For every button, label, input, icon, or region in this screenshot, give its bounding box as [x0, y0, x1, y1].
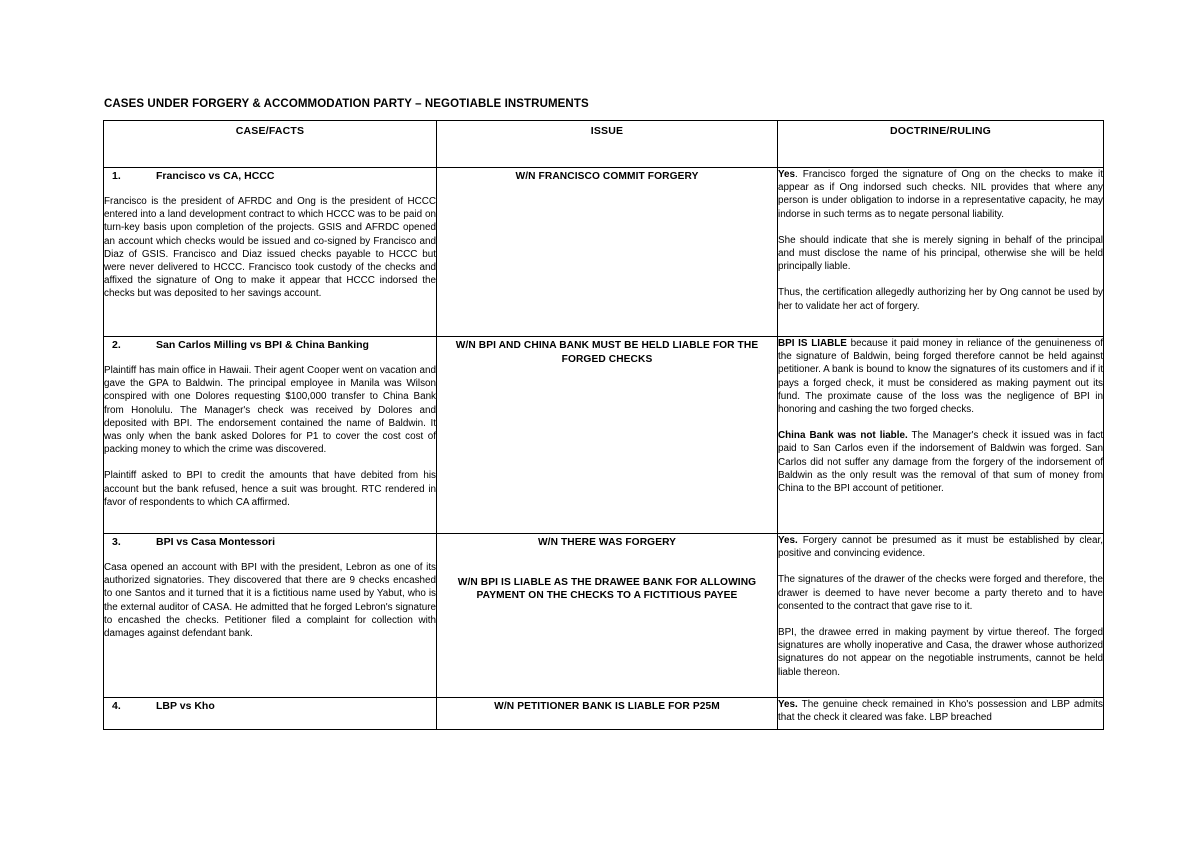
- case-name: San Carlos Milling vs BPI & China Banking: [156, 339, 369, 351]
- doctrine-text: . Francisco forged the signature of Ong on the checks to make it appear as if Ong indorsed such checks. NIL provides that where any person is under obligation to indorse in a representative capacity, he may indorse in such terms as to negate personal liability.: [778, 169, 1103, 220]
- column-header-label: ISSUE: [590, 125, 624, 137]
- case-facts-body: [104, 195, 436, 301]
- doctrine-body: [778, 534, 1103, 679]
- page-title: CASES UNDER FORGERY & ACCOMMODATION PARTY – NEGOTIABLE INSTRUMENTS: [104, 98, 589, 110]
- table-row: [104, 337, 1104, 534]
- doctrine-cell: [778, 698, 1104, 730]
- issue-text: W/N BPI IS LIABLE AS THE DRAWEE BANK FOR ALLOWING PAYMENT ON THE CHECKS TO A FICTITIOUS PAYEE: [457, 576, 757, 602]
- doctrine-text: because it paid money in reliance of the genuineness of the signature of Baldwin, being forged therefore cannot be held against petitioner. A bank is bound to know the signatures of its customers and if it pays a forged check, it must be considered as making payment out its fund. The proximate cause of the loss was the negligence of BPI in honoring and cashing the two forged checks.: [778, 338, 1103, 416]
- case-number: 4.: [112, 700, 121, 712]
- cases-table: [103, 120, 1104, 730]
- doctrine-paragraph: [778, 286, 1103, 312]
- doctrine-paragraph: [778, 534, 1103, 560]
- doctrine-paragraph: [778, 626, 1103, 679]
- doctrine-text: BPI, the drawee erred in making payment by virtue thereof. The forged signatures are wholly inoperative and Casa, the drawer whose authorized signatures do not appear on the negotiable instruments, cannot be held liable thereon.: [778, 627, 1103, 678]
- case-facts-cell: [104, 168, 437, 337]
- doctrine-text: She should indicate that she is merely signing in behalf of the principal and must disclose the name of his principal, otherwise she will be held principally liable.: [778, 234, 1103, 273]
- case-title: [112, 170, 436, 182]
- issue-cell: [437, 534, 778, 698]
- doctrine-paragraph: [778, 429, 1103, 495]
- issue-text: W/N BPI AND CHINA BANK MUST BE HELD LIABLE FOR THE FORGED CHECKS: [455, 340, 759, 365]
- case-facts-body: [104, 364, 436, 509]
- column-header-issue: [437, 121, 778, 168]
- doctrine-text: The signatures of the drawer of the checks were forged and therefore, the drawer is deemed to have never become a party thereto and to have consented to the contract that gave rise to it.: [778, 574, 1103, 612]
- column-header-case-facts: [104, 121, 437, 168]
- issue-text: W/N PETITIONER BANK IS LIABLE FOR P25M: [494, 701, 720, 712]
- case-facts-cell: [104, 337, 437, 534]
- column-header-doctrine-ruling: [778, 121, 1104, 168]
- issue-cell: [437, 168, 778, 337]
- doctrine-text: Thus, the certification allegedly authorizing her by Ong cannot be used by her to validate her act of forgery.: [778, 287, 1103, 312]
- issue-text: W/N FRANCISCO COMMIT FORGERY: [515, 171, 699, 182]
- doctrine-paragraph: [778, 573, 1103, 613]
- issue-text: W/N THERE WAS FORGERY: [537, 537, 677, 548]
- doctrine-cell: [778, 534, 1104, 698]
- doctrine-lead: China Bank was not liable.: [778, 430, 908, 442]
- table-row: [104, 534, 1104, 698]
- doctrine-text: The genuine check remained in Kho's possession and LBP admits that the check it cleared was fake. LBP breached: [778, 699, 1103, 724]
- issue-cell: [437, 337, 778, 534]
- issue-cell: [437, 698, 778, 730]
- case-number: 2.: [112, 339, 121, 351]
- doctrine-paragraph: [778, 234, 1103, 274]
- cases-table-body: [104, 168, 1104, 730]
- column-header-label: DOCTRINE/RULING: [890, 125, 991, 137]
- doctrine-body: [778, 168, 1103, 313]
- doctrine-body: [778, 698, 1103, 724]
- case-title: [112, 339, 436, 351]
- case-facts-cell: [104, 698, 437, 730]
- doctrine-lead: Yes: [778, 169, 796, 180]
- table-header-row: [104, 121, 1104, 168]
- doctrine-body: [778, 337, 1103, 495]
- doctrine-lead: BPI IS LIABLE: [778, 338, 847, 349]
- case-title: [112, 536, 436, 548]
- case-facts-cell: [104, 534, 437, 698]
- table-row: [104, 698, 1104, 730]
- facts-paragraph: Plaintiff asked to BPI to credit the amounts that have debited from his account but the bank refused, hence a suit was brought. RTC rendered in favor of respondents to which CA affirmed.: [104, 470, 436, 508]
- column-header-label: CASE/FACTS: [235, 125, 305, 137]
- case-name: LBP vs Kho: [156, 700, 215, 712]
- facts-paragraph: Francisco is the president of AFRDC and Ong is the president of HCCC entered into a land development contract to which HCCC was to be paid on turn-key basis upon completion of the projects. GSIS and AFRDC opened an account which checks would be issued and co-signed by Francisco and Diaz of GSIS. Francisco and Diaz issued checks payable to HCCC but were never delivered to HCCC. Francisco took custody of the checks and affixed the signature of Ong to make it appear that HCCC indorsed the checks but was deposited to her savings account.: [104, 196, 436, 300]
- doctrine-lead: Yes.: [778, 535, 798, 546]
- case-title: [112, 700, 436, 712]
- doctrine-text: The Manager's check it issued was in fact paid to San Carlos even if the indorsement of Baldwin was forged. San Carlos did not suffer any damage from the forgery of the indorsement of Baldwin as the only result was the removal of that sum of money from China to the BPI account of petitioner.: [778, 430, 1103, 495]
- doctrine-text: Forgery cannot be presumed as it must be established by clear, positive and convincing evidence.: [778, 535, 1103, 560]
- doctrine-cell: [778, 337, 1104, 534]
- case-facts-body: [104, 561, 436, 640]
- facts-paragraph: Casa opened an account with BPI with the president, Lebron as one of its authorized signatories. They discovered that there are 9 checks encashed to one Santos and it turned that it is a fictitious name used by Yabut, who is the external auditor of CASA. He admitted that he forged Lebron's signature to encashed the checks. Petitioner filed a complaint for collection with damages against defendant bank.: [104, 562, 436, 640]
- case-name: Francisco vs CA, HCCC: [156, 170, 275, 182]
- doctrine-paragraph: [778, 168, 1103, 221]
- facts-paragraph: Plaintiff has main office in Hawaii. Their agent Cooper went on vacation and gave the GPA to Baldwin. The principal employee in Manila was Wilson conspired with one Dolores requesting $100,000 transfer to China Bank from Honolulu. The Manager's check was received by Dolores and deposited with BPI. The endorsement contained the name of Baldwin. It was only when the bank asked Dolores for P1 to cover the cost cost of packing money to which the crime was discovered.: [104, 365, 436, 456]
- table-row: [104, 168, 1104, 337]
- case-number: 1.: [112, 170, 121, 182]
- case-name: BPI vs Casa Montessori: [156, 536, 276, 548]
- doctrine-paragraph: [778, 698, 1103, 724]
- doctrine-paragraph: [778, 337, 1103, 416]
- doctrine-lead: Yes.: [778, 699, 798, 710]
- case-number: 3.: [112, 536, 121, 548]
- doctrine-cell: [778, 168, 1104, 337]
